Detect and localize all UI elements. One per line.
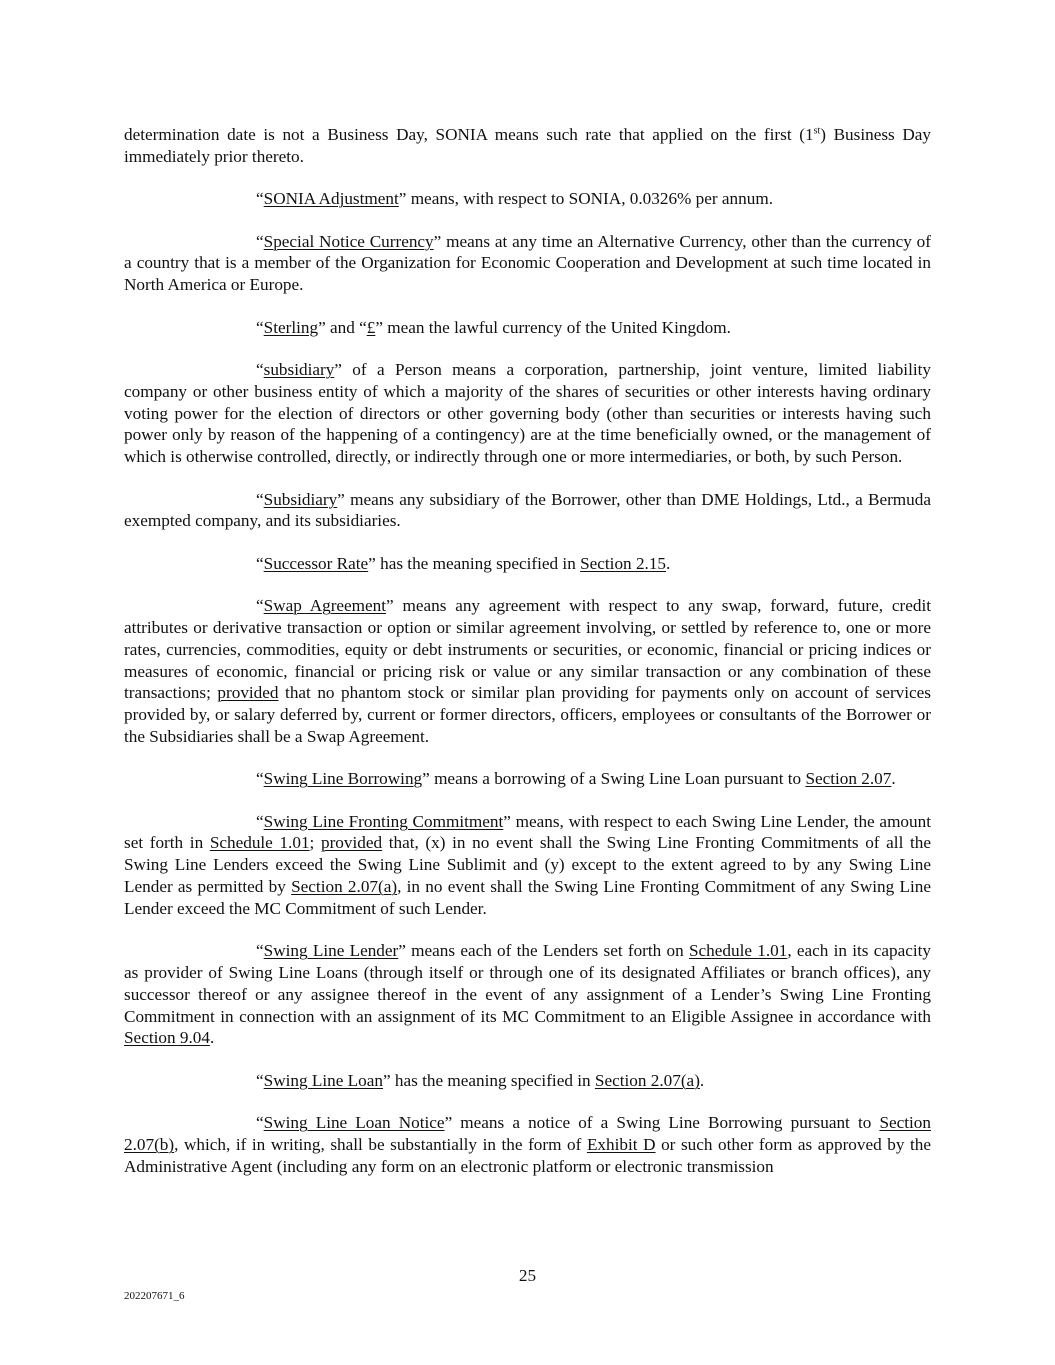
definition-swing-line-fronting-commitment: “Swing Line Fronting Commitment” means, with respect to each Swing Line Lender, the amount set forth in Schedule 1.01; provided that, (x) in no event shall the Swing Line Fronting Commitments of all the Swing Line Lenders exceed the Swing Line Sublimit and (y) except to the extent agreed to by any Swing Line Lender as permitted by Section 2.07(a), in no event shall the Swing Line Fronting Commitment of any Swing Line Lender exceed the MC Commitment of such Lender. [124,811,931,918]
definition-swing-line-borrowing: “Swing Line Borrowing” means a borrowing of a Swing Line Loan pursuant to Section 2.07. [256,769,896,789]
document-page [124,124,931,1198]
defined-term: Swing Line Borrowing [263,769,423,789]
section-reference: Section 2.07(b) [124,1113,931,1155]
defined-term: subsidiary [263,359,335,379]
defined-term: Swing Line Loan Notice [263,1113,445,1133]
definition-subsidiary: “Subsidiary” means any subsidiary of the Borrower, other than DME Holdings, Ltd., a Bermuda exempted company, and its subsidiaries. [124,489,931,531]
definition-swap-agreement: “Swap Agreement” means any agreement with respect to any swap, forward, future, credit attributes or derivative transaction or option or similar agreement involving, or settled by reference to, one or more rates, currencies, commodities, equity or debt instruments or securities, or economic, financial or pricing indices or measures of economic, financial or pricing risk or value or any similar transaction or any combination of these transactions; provided that no phantom stock or similar plan providing for payments only on account of services provided by, or salary deferred by, current or former directors, officers, employees or consultants of the Borrower or the Subsidiaries shall be a Swap Agreement. [124,596,931,746]
section-reference: Section 2.07 [805,769,892,789]
page-number: 25 [518,1266,537,1285]
section-reference: Section 2.07(a) [291,877,398,897]
definition-special-notice-currency: “Special Notice Currency” means at any time an Alternative Currency, other than the currency of a country that is a member of the Organization for Economic Cooperation and Development at such time located in North America or Europe. [124,231,931,295]
definition-swing-line-loan: “Swing Line Loan” has the meaning specified in Section 2.07(a). [256,1070,705,1090]
schedule-reference: Schedule 1.01 [688,941,788,961]
definition-sterling: “Sterling” and “£” mean the lawful currency of the United Kingdom. [256,317,731,337]
defined-term: Swing Line Loan [263,1070,383,1090]
definition-subsidiary-lowercase: “subsidiary” of a Person means a corporation, partnership, joint venture, limited liability company or other business entity of which a majority of the shares of securities or other interests having ordinary voting power for the election of directors or other governing body (other than securities or interests having such power only by reason of the happening of a contingency) are at the time beneficially owned, or the management of which is otherwise controlled, directly, or indirectly through one or more intermediaries, or both, by such Person. [124,359,931,467]
definition-successor-rate: “Successor Rate” has the meaning specified in Section 2.15. [256,553,671,573]
defined-term: Special Notice Currency [263,231,434,251]
defined-term: Swing Line Fronting Commitment [263,811,504,831]
defined-term: £ [366,317,376,337]
defined-term: Swing Line Lender [263,941,399,961]
defined-term: SONIA Adjustment [263,189,399,209]
defined-term: Subsidiary [263,489,338,509]
definition-swing-line-lender: “Swing Line Lender” means each of the Lenders set forth on Schedule 1.01, each in its capacity as provider of Swing Line Loans (through itself or through one of its designated Affiliates or branch offices), any successor thereof or any assignee thereof in the event of any assignment of a Lender’s Swing Line Fronting Commitment in connection with an assignment of its MC Commitment to an Eligible Assignee in accordance with Section 9.04. [124,941,931,1048]
document-id: 202207671_6 [124,1290,185,1302]
definition-swing-line-loan-notice: “Swing Line Loan Notice” means a notice of a Swing Line Borrowing pursuant to Section 2.07(b), which, if in writing, shall be substantially in the form of Exhibit D or such other form as approved by the Administrative Agent (including any form on an electronic platform or electronic transmission [124,1113,932,1176]
section-reference: Section 9.04 [124,1028,210,1048]
schedule-reference: Schedule 1.01 [209,833,310,853]
proviso-word: provided [217,683,279,703]
defined-term: Successor Rate [263,553,369,573]
proviso-word: provided [320,833,383,853]
defined-term: Swap Agreement [263,596,387,616]
sonia-continuation-paragraph: determination date is not a Business Day, SONIA means such rate that applied on the first (1st) Business Day immediately prior thereto. [124,125,931,166]
defined-term: Sterling [263,317,319,337]
exhibit-reference: Exhibit D [586,1135,656,1155]
section-reference: Section 2.07(a) [594,1070,700,1090]
section-reference: Section 2.15 [580,553,667,573]
definition-sonia-adjustment: “SONIA Adjustment” means, with respect to SONIA, 0.0326% per annum. [256,189,773,209]
